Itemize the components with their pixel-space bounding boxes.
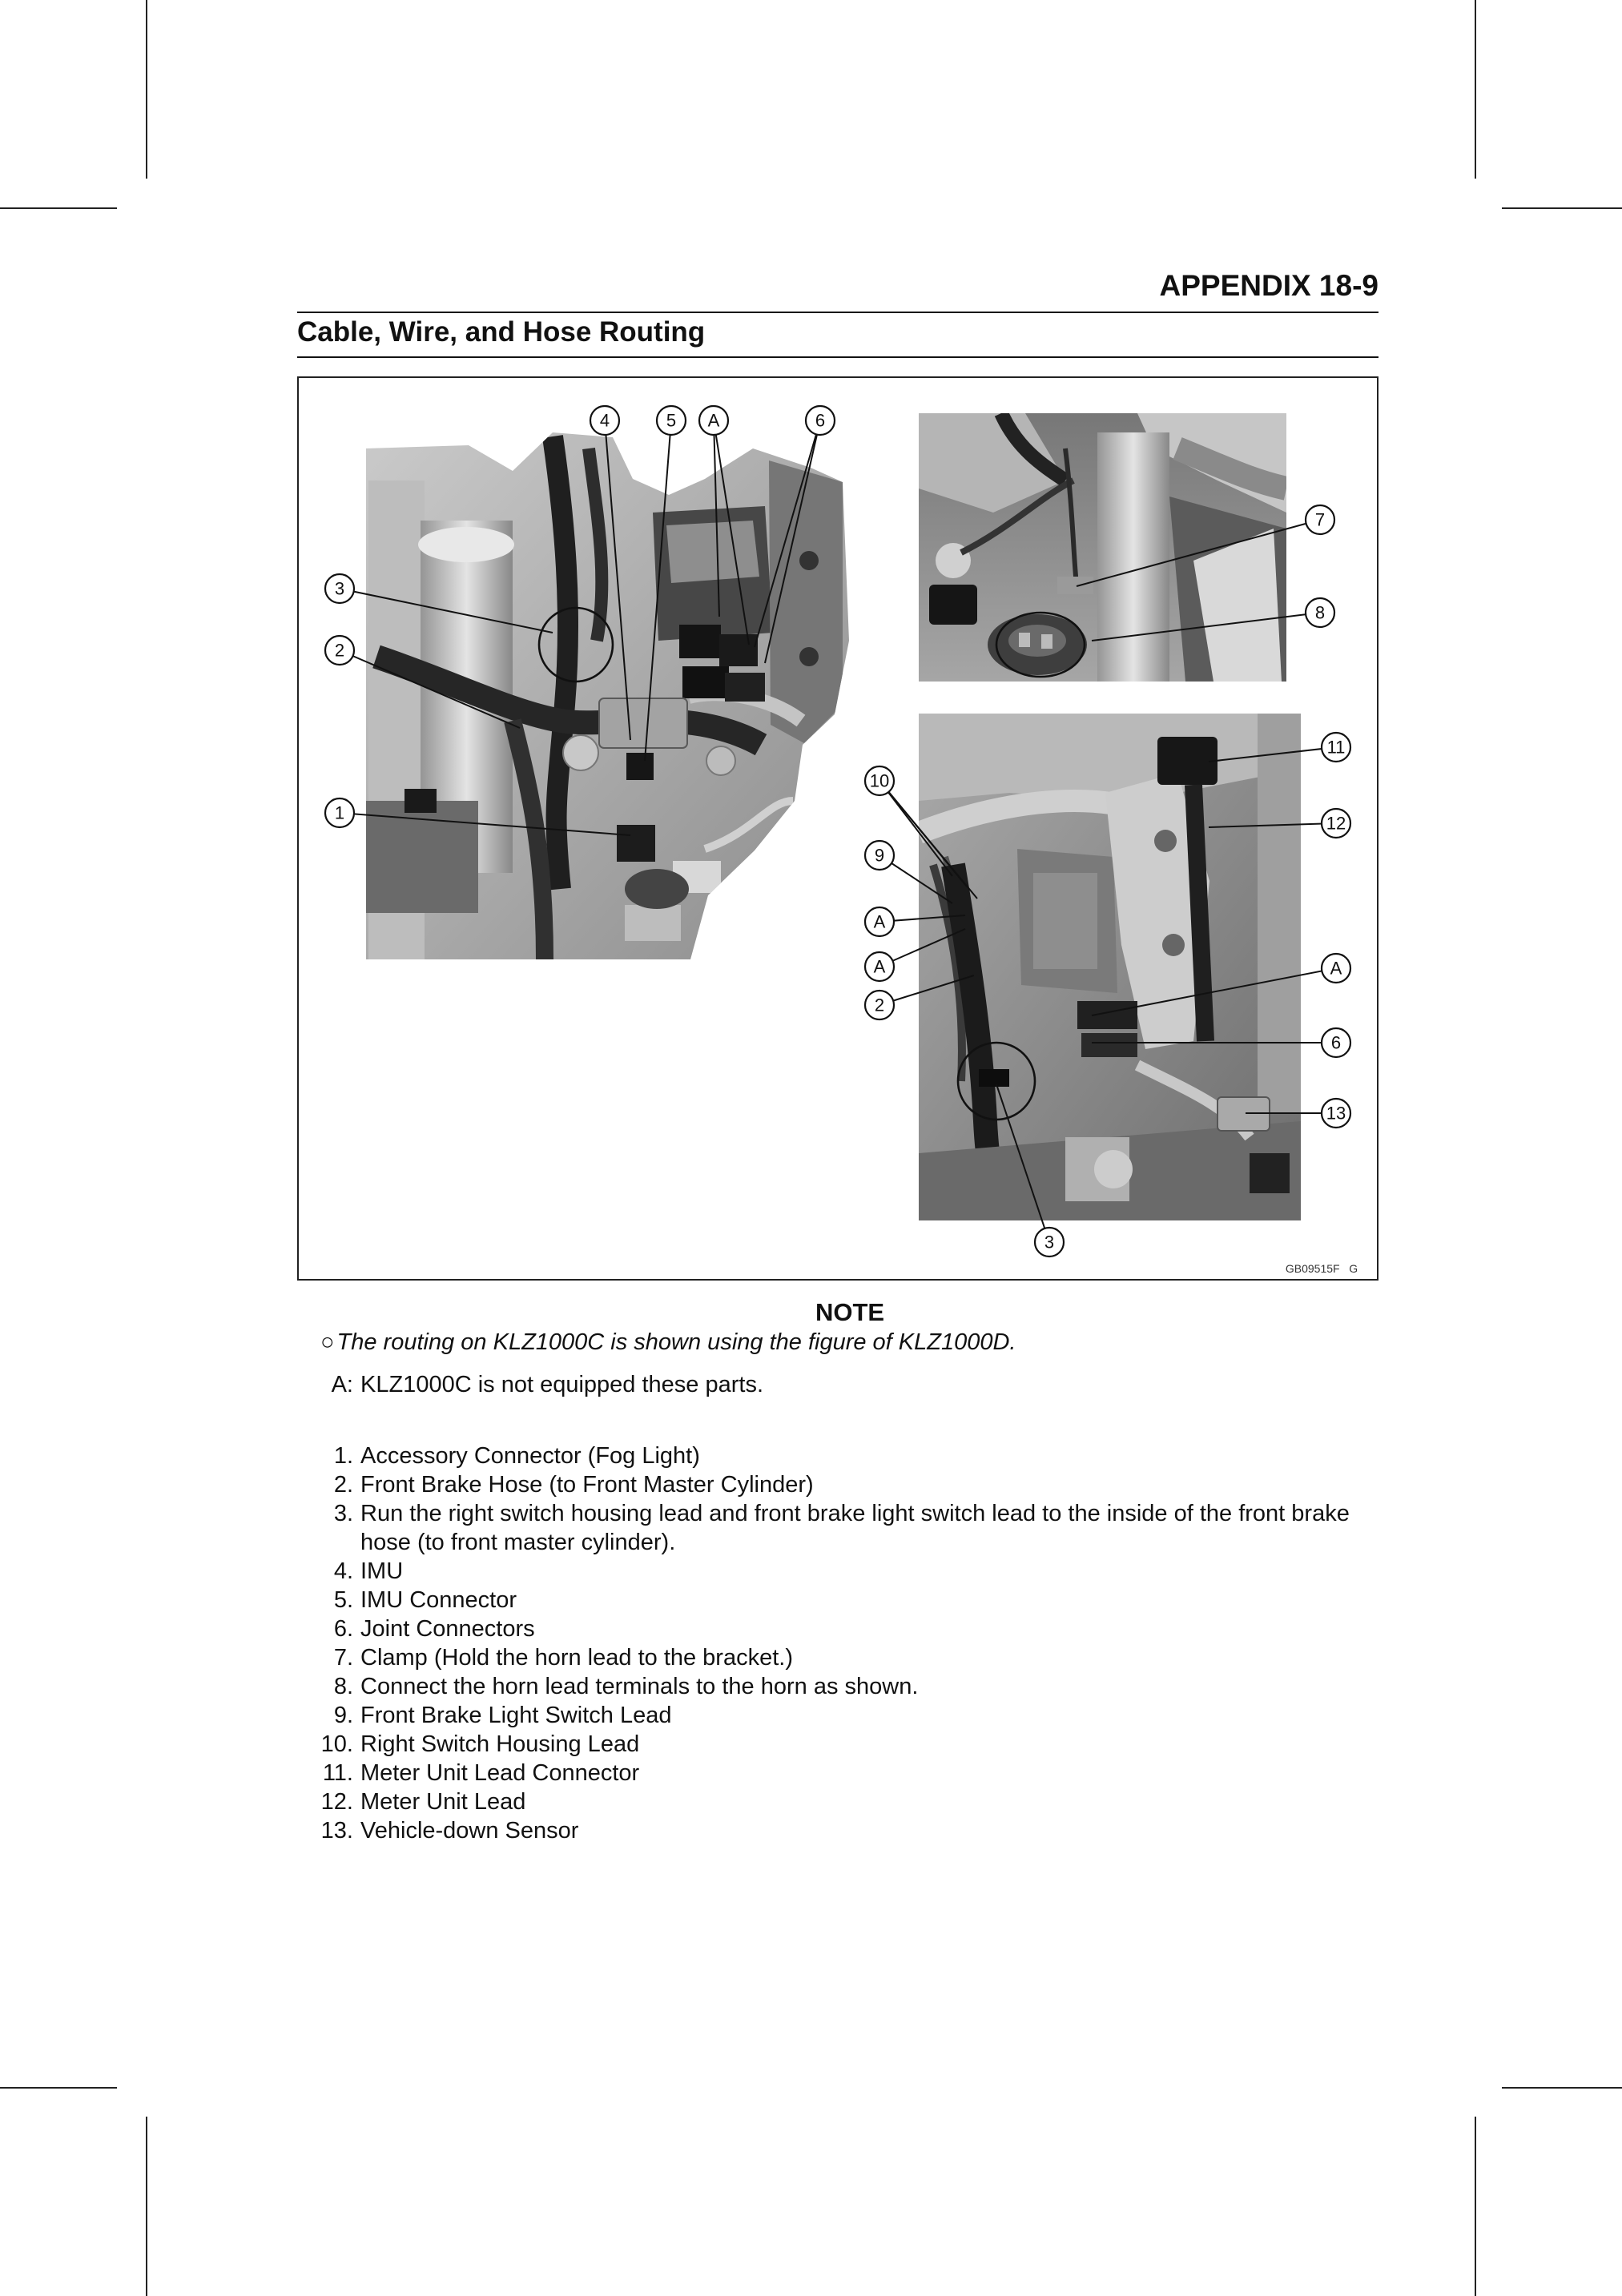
item-number: 3. (333, 1501, 353, 1526)
item-text: Accessory Connector (Fog Light) (360, 1443, 700, 1469)
note-bullet: ○ (320, 1329, 335, 1355)
callout-label: 3 (334, 578, 345, 599)
list-item (313, 1586, 1378, 1614)
module-face (1033, 873, 1097, 969)
fork-tube (1097, 432, 1169, 682)
reservoir-cap (418, 527, 514, 562)
page-header: APPENDIX 18-9 (1159, 269, 1378, 302)
list-item (313, 1730, 1378, 1759)
list-item (313, 1816, 1378, 1845)
item-text: Run the right switch housing lead and front brake light switch lead to the inside of the front brake hose (to front master cylinder). (360, 1501, 1350, 1555)
imu-connector (626, 753, 654, 780)
callout-label: 1 (334, 802, 345, 823)
callout-label: A (873, 911, 886, 932)
list-item (313, 1701, 1378, 1730)
item-text: IMU (360, 1558, 404, 1584)
crop-mark (0, 207, 117, 209)
horn-face (1008, 625, 1066, 657)
callout-label: 7 (1314, 509, 1326, 530)
clamp (1057, 577, 1093, 594)
item-number: 4. (333, 1558, 353, 1584)
figure-code: GB09515F G (1285, 1262, 1358, 1275)
callout-label: 11 (1326, 737, 1346, 758)
note-body: The routing on KLZ1000C is shown using the figure of KLZ1000D. (336, 1329, 1016, 1355)
imu (599, 698, 687, 748)
bracket-hole (1154, 830, 1177, 852)
callout-label: 3 (1044, 1232, 1055, 1253)
callout-label: 6 (1330, 1032, 1342, 1053)
bottom-right-photo (919, 714, 1301, 1220)
bracket-hole (799, 551, 819, 570)
item-text: Meter Unit Lead (360, 1789, 526, 1815)
list-item (313, 1499, 1378, 1557)
legend-key: A: (331, 1372, 353, 1397)
connector (625, 905, 681, 941)
item-number: 7. (333, 1645, 353, 1671)
left-photo (366, 432, 855, 961)
item-text: Clamp (Hold the horn lead to the bracket.) (360, 1645, 793, 1671)
fitting (625, 869, 689, 909)
item-text: Front Brake Hose (to Front Master Cylinder) (360, 1472, 814, 1498)
list-item (313, 1614, 1378, 1643)
legend-text: KLZ1000C is not equipped these parts. (360, 1372, 763, 1397)
item-text: Vehicle-down Sensor (360, 1818, 579, 1844)
item-number: 2. (333, 1472, 353, 1498)
parts-list (313, 1442, 1378, 1845)
hose-clamp (979, 1069, 1009, 1087)
crop-mark (146, 0, 147, 179)
item-text: Front Brake Light Switch Lead (360, 1703, 672, 1728)
item-number: 6. (333, 1616, 353, 1642)
crop-mark (146, 2117, 147, 2296)
callout-label: 2 (874, 995, 885, 1015)
frame-side (1258, 714, 1301, 1114)
item-number: 5. (333, 1587, 353, 1613)
meter-screen (666, 521, 759, 583)
bolt (563, 735, 598, 770)
callout-label: A (707, 410, 720, 431)
callout-label: 5 (666, 410, 677, 431)
horn-terminal (1019, 633, 1030, 647)
meter-unit-lead (1193, 785, 1205, 1041)
horn-terminal (1041, 634, 1052, 649)
note-heading: NOTE (815, 1298, 885, 1326)
joint-connector (725, 673, 765, 702)
joint-connector (1081, 1033, 1137, 1057)
callout-label: 9 (874, 845, 885, 866)
callout-label: 2 (334, 640, 345, 661)
bracket-hole (799, 647, 819, 666)
connector (404, 789, 437, 813)
meter-unit-lead-connector (1157, 737, 1218, 785)
callout-label: A (1330, 958, 1342, 979)
connector (929, 585, 977, 625)
item-text: Right Switch Housing Lead (360, 1731, 640, 1757)
list-item (313, 1557, 1378, 1586)
joint-connector (679, 625, 721, 658)
crop-mark (1502, 207, 1622, 209)
item-text: Meter Unit Lead Connector (360, 1760, 640, 1786)
lower-fitting (1094, 1150, 1133, 1188)
list-item (313, 1470, 1378, 1499)
crop-mark (1502, 2087, 1622, 2089)
item-number: 11. (322, 1760, 353, 1786)
accessory-connector (617, 825, 655, 862)
item-number: 9. (333, 1703, 353, 1728)
callout-label: 4 (599, 410, 610, 431)
callout-label: 6 (815, 410, 826, 431)
header-rule (297, 312, 1378, 313)
item-number: 13. (320, 1818, 353, 1844)
connector (1250, 1153, 1290, 1193)
list-item (313, 1787, 1378, 1816)
list-item (313, 1442, 1378, 1470)
callout-label: 8 (1314, 602, 1326, 623)
callout-label: 10 (869, 770, 890, 791)
list-item (313, 1759, 1378, 1787)
list-item (313, 1672, 1378, 1701)
item-text: IMU Connector (360, 1587, 517, 1613)
crop-mark (1475, 2117, 1476, 2296)
item-text: Joint Connectors (360, 1616, 535, 1642)
joint-connector (719, 634, 758, 666)
legend-a (313, 1370, 1378, 1399)
top-right-photo (919, 413, 1286, 682)
bolt (706, 746, 735, 775)
item-number: 12. (320, 1789, 353, 1815)
item-text: Connect the horn lead terminals to the horn as shown. (360, 1674, 919, 1699)
note-text (320, 1328, 1016, 1357)
callout-label: 13 (1326, 1103, 1346, 1124)
crop-mark (0, 2087, 117, 2089)
joint-connector (682, 666, 729, 698)
list-item (313, 1643, 1378, 1672)
callout-label: 12 (1326, 813, 1346, 834)
item-number: 8. (333, 1674, 353, 1699)
section-rule (297, 356, 1378, 358)
item-number: 1. (333, 1443, 353, 1469)
routing-figure (297, 376, 1378, 1281)
section-title: Cable, Wire, and Hose Routing (297, 316, 706, 348)
crop-mark (1475, 0, 1476, 179)
bracket-hole (1162, 934, 1185, 956)
joint-connector (1077, 1001, 1137, 1029)
lower-panel (366, 801, 478, 913)
item-number: 10. (320, 1731, 353, 1757)
callout-label: A (873, 956, 886, 977)
